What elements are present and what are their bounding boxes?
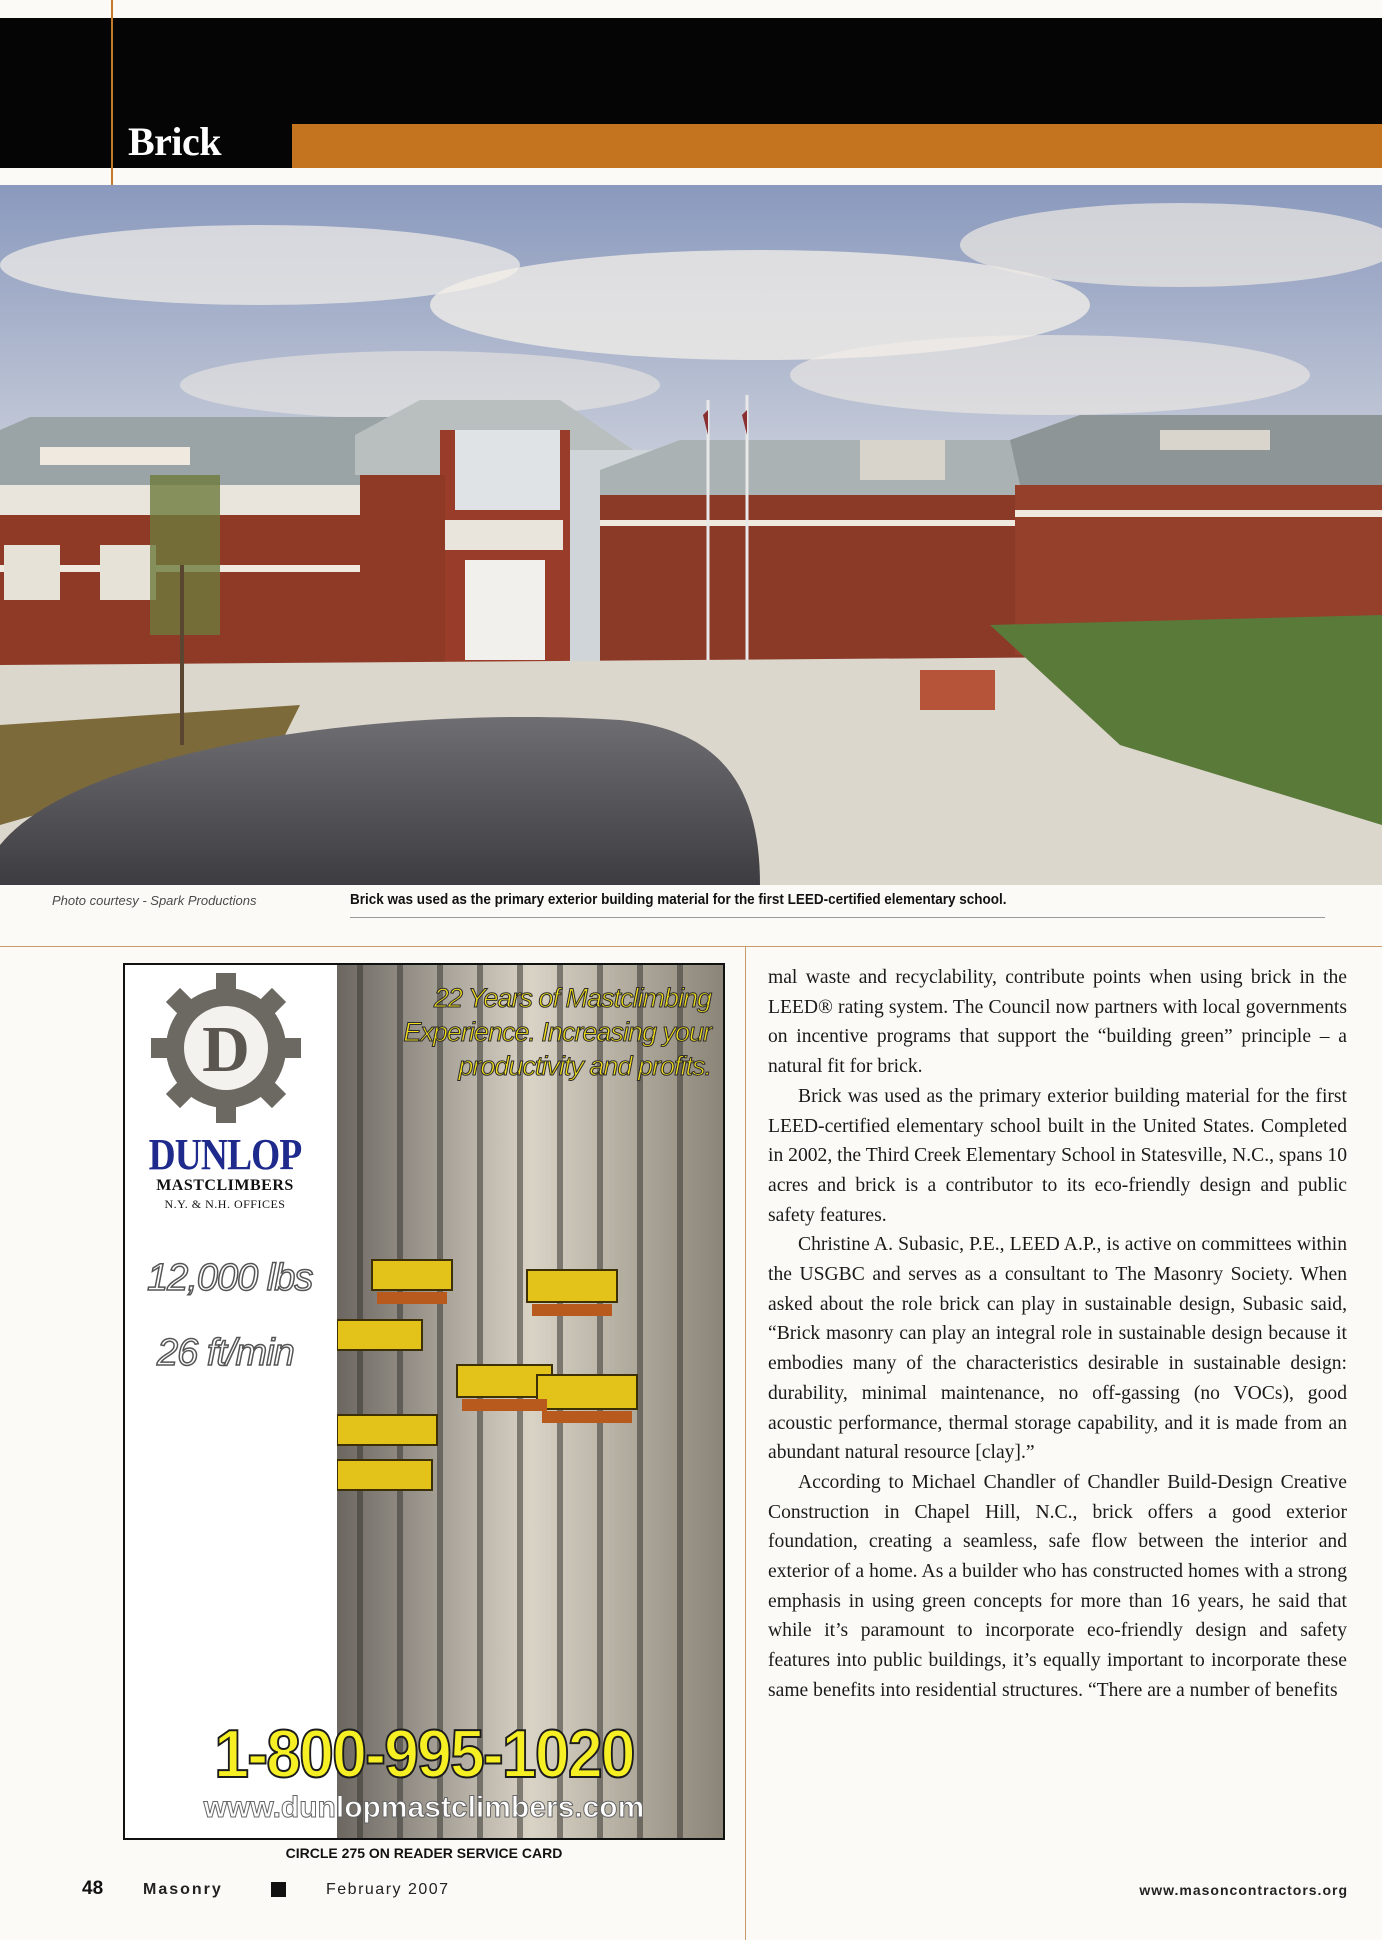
magazine-name: Masonry [143,1881,223,1898]
issue-date: February 2007 [326,1881,450,1898]
ad-offices: N.Y. & N.H. OFFICES [164,1197,286,1211]
article-paragraph: Christine A. Subasic, P.E., LEED A.P., is active on committees within the USGBC and serves as a consultant to The Masonry Society. When asked about the role brick can play in sustainable design, Subasic said, “Brick masonry can play an integral role in sustainable design because it embodies many of the characteristics desirable in sustainable design: durability, minimal maintenance, no off-gassing (no VOCs), good acoustic performance, thermal storage capability, and it is made from an abundant natural resource [clay].” [768,1234,1347,1464]
ad-spec-weight: 12,000 lbs [147,1257,313,1299]
photo-credit: Photo courtesy - Spark Productions [52,893,257,908]
ad-tagline-line: Experience. Increasing your [403,1017,711,1047]
header-accent-line [111,0,113,185]
ad-brand-name: DUNLOP [148,1130,302,1179]
page-number: 48 [82,1878,104,1899]
ad-spec-speed: 26 ft/min [157,1332,294,1374]
ad-tagline-line: 22 Years of Mastclimbing [433,983,711,1013]
ad-tagline [351,981,711,1083]
footer-website[interactable]: www.masoncontractors.org [1139,1882,1348,1898]
article-paragraph: mal waste and recyclability, contribute points when using brick in the LEED® rating system. The Council now partners with local governments on incentive programs that support the “building green” principle – a natural fit for brick. [768,967,1347,1078]
logo-letter: D [202,1013,250,1086]
building-with-mastclimbers-image [337,965,725,1838]
reader-service-note: CIRCLE 275 ON READER SERVICE CARD [285,1845,563,1861]
section-divider [0,946,1382,947]
column-divider [745,946,746,1940]
section-label: Brick [128,119,222,164]
school-photo [0,185,1382,885]
article-paragraph: According to Michael Chandler of Chandler Build-Design Creative Construction in Chapel Hill, N.C., brick offers a good exterior foundation, creating a seamless, safe flow between the interior and exterior of a home. As a builder who has constructed homes with a strong emphasis in using green concepts for more than 16 years, he said that while it’s paramount to incorporate eco-friendly design and safety features into public buildings, it’s equally important to incorporate these same benefits into residential structures. “There are a number of benefits [768,1471,1347,1701]
article-paragraph: Brick was used as the primary exterior building material for the first LEED-certified elementary school built in the United States. Completed in 2002, the Third Creek Elementary School in Statesville, N.C., spans 10 acres and brick is a contributor to its eco-friendly design and public safety features. [768,1085,1347,1226]
dunlop-advertisement[interactable] [123,963,725,1840]
ad-brand-subtitle: MASTCLIMBERS [156,1177,294,1194]
dunlop-gear-logo [149,971,303,1125]
article-body [768,963,1347,1706]
ad-phone-number[interactable]: 1-800-995-1020 [214,1716,634,1792]
header-orange-bar [292,124,1382,168]
ad-website-link[interactable]: www.dunlopmastclimbers.com [203,1791,645,1824]
footer-square-icon [271,1882,286,1897]
ad-tagline-line: productivity and profits. [458,1051,711,1081]
caption-divider [350,917,1325,918]
photo-caption: Brick was used as the primary exterior building material for the first LEED-certified elementary school. [350,892,1007,908]
